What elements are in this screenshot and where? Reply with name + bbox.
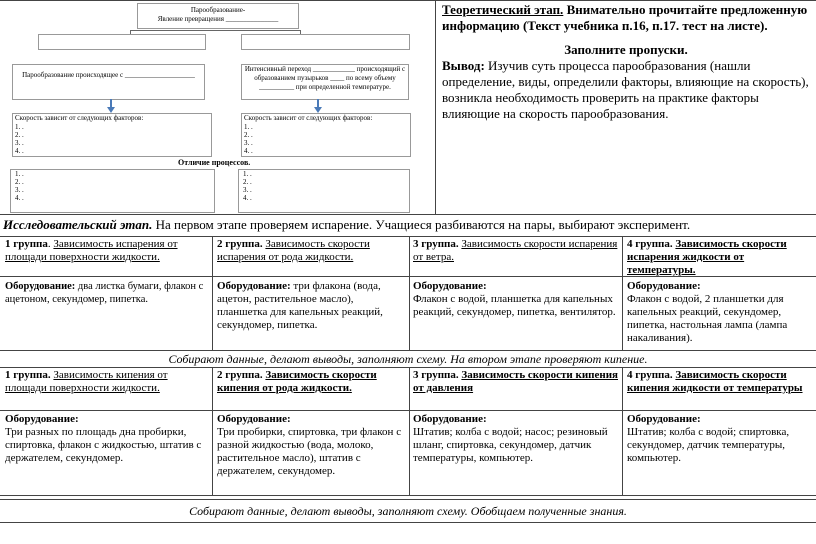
diff-item: 4. .	[15, 194, 24, 202]
group-label: 2 группа.	[217, 369, 263, 381]
research-heading-rest: На первом этапе проверяем испарение. Учащиеся разбиваются на пары, выбирают эксперимент.	[152, 217, 691, 232]
boil-group-2-topic	[217, 369, 405, 395]
differences-title: Отличие процессов.	[178, 158, 251, 167]
factor-item: 3. .	[244, 139, 253, 147]
equipment-label: Оборудование:	[217, 280, 291, 292]
evap-group-1-topic: 1 группа. Зависимость испарения от площади поверхности жидкости.	[5, 238, 178, 263]
evap-group-1-equipment	[5, 280, 210, 306]
diagram-top-line1: Парообразование-	[190, 6, 246, 14]
boil-group-2-equipment	[217, 413, 405, 478]
boil-group-4-topic	[627, 369, 812, 395]
diagram-right-factors-box	[241, 113, 411, 157]
diagram-right-definition-box	[241, 64, 409, 100]
equipment-label: Оборудование:	[217, 413, 291, 425]
diff-item: 3. .	[15, 186, 24, 194]
boil-group-4-equipment	[627, 413, 812, 465]
group-topic: Зависимость испарения от площади поверхности жидкости.	[5, 238, 178, 263]
group-label: 3 группа.	[413, 369, 459, 381]
group-topic: Зависимость скорости кипения от рода жидкости.	[217, 369, 377, 394]
left-definition-text: Парообразование происходящее с ____________________	[22, 71, 195, 79]
boil-group-1-equipment	[5, 413, 210, 465]
diagram-top-box	[137, 3, 299, 29]
equipment-label: Оборудование:	[627, 280, 701, 292]
evap-group-2-equipment	[217, 280, 405, 332]
diff-item: 1. .	[15, 170, 24, 178]
evap-group-4-topic	[627, 238, 812, 277]
group-label: 1 группа.	[5, 369, 51, 381]
factor-item: 1. .	[15, 123, 24, 131]
diff-item: 2. .	[243, 178, 252, 186]
equipment-label: Оборудование:	[5, 281, 76, 292]
equipment-label: Оборудование:	[627, 413, 701, 425]
group-label: 3 группа.	[413, 238, 459, 250]
evaporation-summary: Собирают данные, делают выводы, заполняют схему. На втором этапе проверяют кипение.	[168, 352, 648, 366]
group-topic: Зависимость скорости испарения жидкости от температуры.	[627, 238, 787, 276]
equipment-text: Штатив; колба с водой; спиртовка, секундомер, датчик температуры, компьютер.	[627, 426, 790, 464]
equipment-text: три флакона (вода, ацетон, растительное масло), планшетка для капельных реакций, секундомер, пипетка.	[217, 280, 383, 331]
factor-item: 4. .	[244, 147, 253, 155]
diff-item: 2. .	[15, 178, 24, 186]
evap-group-4-equipment	[627, 280, 812, 345]
conclusion-label: Вывод:	[442, 58, 485, 73]
theory-heading-rest: Внимательно прочитайте предложенную информацию (Текст учебника п.16, п.17. тест на листе).	[442, 2, 808, 33]
equipment-text: Три разных по площадь дна пробирки, спиртовка, флакон с жидкостью, штатив с держателем, секундомер.	[5, 426, 202, 464]
final-summary: Собирают данные, делают выводы, заполняют схему. Обобщаем полученные знания.	[189, 504, 627, 518]
equipment-label: Оборудование:	[413, 280, 487, 292]
group-topic: Зависимость кипения от площади поверхности жидкости.	[5, 369, 168, 394]
group-topic: Зависимость скорости испарения от рода жидкости.	[217, 238, 370, 263]
equipment-text: Штатив; колба с водой; насос; резиновый шланг, спиртовка, секундомер, датчик температуры, компьютер.	[413, 426, 608, 464]
research-heading-row	[3, 217, 690, 233]
boil-group-1-topic	[5, 369, 210, 395]
conclusion-text: Изучив суть процесса парообразования (нашли определение, виды, определили факторы, влияющие на скорость), возникла необходимость проверить на практике факторы влияющие на скорость парообразования.	[442, 58, 809, 121]
equipment-text: Три пробирки, спиртовка, три флакон с разной жидкостью (вода, молоко, растительное масло), штатив с держателем, секундомер.	[217, 426, 402, 477]
theory-section	[442, 2, 810, 122]
factor-item: 2. .	[244, 131, 253, 139]
equipment-text: Флакон с водой, планшетка для капельных реакций, секундомер, пипетка, вентилятор.	[413, 293, 616, 318]
equipment-label: Оборудование:	[413, 413, 487, 425]
diagram-left-definition-box	[12, 64, 205, 100]
evap-group-3-topic	[413, 238, 618, 264]
equipment-label: Оборудование:	[5, 413, 79, 425]
equipment-text: два листка бумаги, флакон с ацетоном, секундомер, пипетка.	[5, 281, 204, 305]
boil-group-3-topic	[413, 369, 618, 395]
equipment-text: Флакон с водой, 2 планшетки для капельных реакций, секундомер, пипетка, настольная лампа (лампа накаливания).	[627, 293, 788, 344]
diagram-left-factors-box	[12, 113, 212, 157]
factor-item: 1. .	[244, 123, 253, 131]
theory-heading: Теоретический этап.	[442, 2, 564, 17]
group-topic: Зависимость скорости кипения жидкости от температуры	[627, 369, 803, 394]
group-label: 1 группа	[5, 238, 48, 250]
boil-group-3-equipment	[413, 413, 618, 465]
left-factors-title: Скорость зависит от следующих факторов:	[15, 114, 144, 122]
diagram-top-line2: Явление превращения _______________	[157, 15, 279, 23]
diagram-right-empty-box	[241, 34, 410, 50]
factor-item: 3. .	[15, 139, 24, 147]
diagram-left-empty-box	[38, 34, 206, 50]
diff-item: 1. .	[243, 170, 252, 178]
research-heading: Исследовательский этап.	[3, 217, 153, 232]
diff-item: 3. .	[243, 186, 252, 194]
factor-item: 2. .	[15, 131, 24, 139]
right-def-line-1: Интенсивный переход ____________ происходящий с	[244, 65, 406, 73]
right-factors-title: Скорость зависит от следующих факторов:	[244, 114, 373, 122]
right-def-line-2: образованием пузырьков ____ по всему объему	[254, 74, 396, 82]
group-label: 2 группа.	[217, 238, 263, 250]
factor-item: 4. .	[15, 147, 24, 155]
evap-group-2-topic	[217, 238, 405, 264]
diff-item: 4. .	[243, 194, 252, 202]
fill-gaps-instruction: Заполните пропуски.	[564, 42, 688, 57]
group-topic: Зависимость скорости испарения от ветра.	[413, 238, 618, 263]
group-label: 4 группа.	[627, 238, 673, 250]
right-def-line-3: __________ при определенной температуре.	[259, 83, 391, 91]
group-topic: Зависимость скорости кипения от давления	[413, 369, 619, 394]
evap-group-3-equipment	[413, 280, 618, 319]
diagram-left-diff-box	[10, 169, 215, 213]
group-label: 4 группа.	[627, 369, 673, 381]
diagram-right-diff-box	[238, 169, 410, 213]
